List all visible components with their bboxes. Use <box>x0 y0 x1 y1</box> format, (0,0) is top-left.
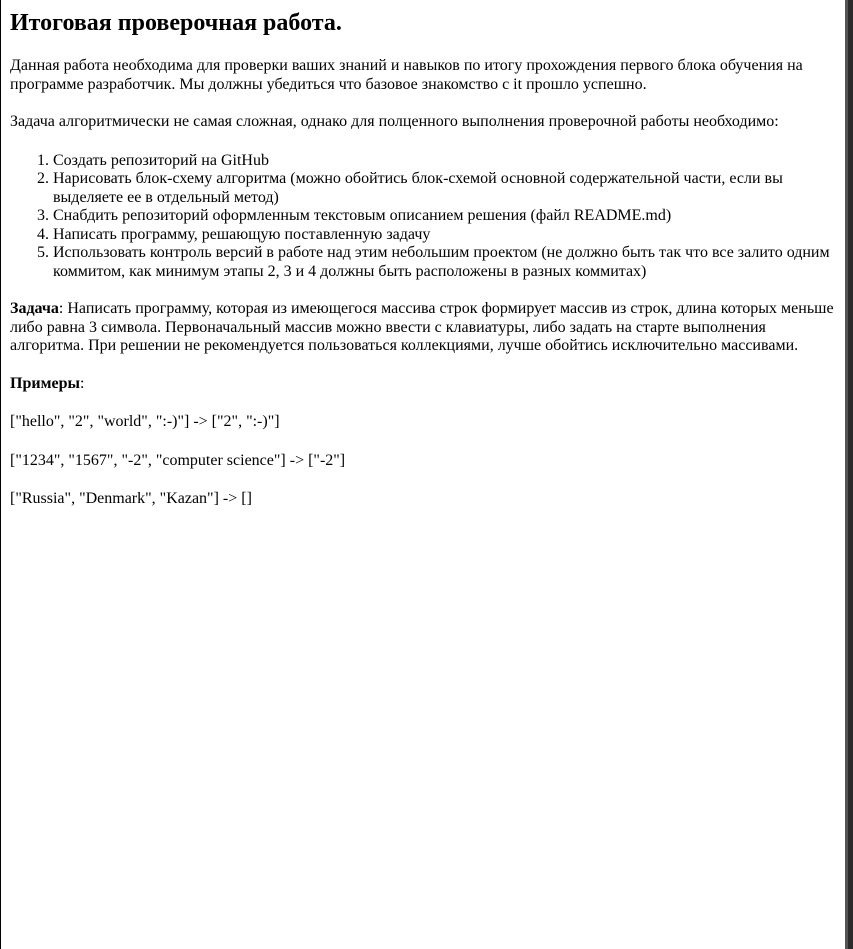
task-lead-paragraph: Задача алгоритмически не самая сложная, однако для полценного выполнения проверочной работы необходимо: <box>10 113 779 130</box>
list-item: 2. Нарисовать блок-схему алгоритма (можно обойтись блок-схемой основной содержательной части, если вы выделяете ее в отдельный метод) <box>53 170 839 207</box>
page-title: Итоговая проверочная работа. <box>10 10 342 36</box>
example-line: ["Russia", "Denmark", "Kazan"] -> [] <box>10 490 252 507</box>
window-edge <box>845 0 848 949</box>
task-separator: : <box>58 300 64 317</box>
examples-label: Примеры <box>10 374 80 392</box>
intro-paragraph: Данная работа необходима для проверки ваших знаний и навыков по итогу прохождения первого блока обучения на программе разработчик. Мы должны убедиться что базовое знакомство с it прошло успешно. <box>10 57 803 93</box>
task-paragraph <box>10 300 845 356</box>
examples-separator: : <box>79 374 85 392</box>
steps-list <box>10 152 845 282</box>
example-line: ["1234", "1567", "-2", "computer science"] -> ["-2"] <box>10 451 346 469</box>
list-item: 5. Использовать контроль версий в работе над этим небольшим проектом (не должно быть так что все залито одним коммитом, как минимум этапы 2, 3 и 4 должны быть расположены в разных коммитах) <box>53 244 839 281</box>
task-label: Задача <box>10 300 59 317</box>
list-item: 3. Снабдить репозиторий оформленным текстовым описанием решения (файл README.md) <box>53 207 839 226</box>
task-text: Написать программу, которая из имеющегося массива строк формирует массив из строк, длина которых меньше либо равна 3 символа. Первоначальный массив можно ввести с клавиатуры, либо задать на старте выполнения алгоритма. При решении не рекомендуется пользоваться коллекциями, лучше обойтись исключительно массивами. <box>10 300 834 354</box>
list-item: 4. Написать программу, решающую поставленную задачу <box>53 226 839 245</box>
list-item: 1. Создать репозиторий на GitHub <box>53 152 839 171</box>
example-line: ["hello", "2", "world", ":-)"] -> ["2", ":-)"] <box>10 413 280 430</box>
examples-heading <box>10 375 845 394</box>
